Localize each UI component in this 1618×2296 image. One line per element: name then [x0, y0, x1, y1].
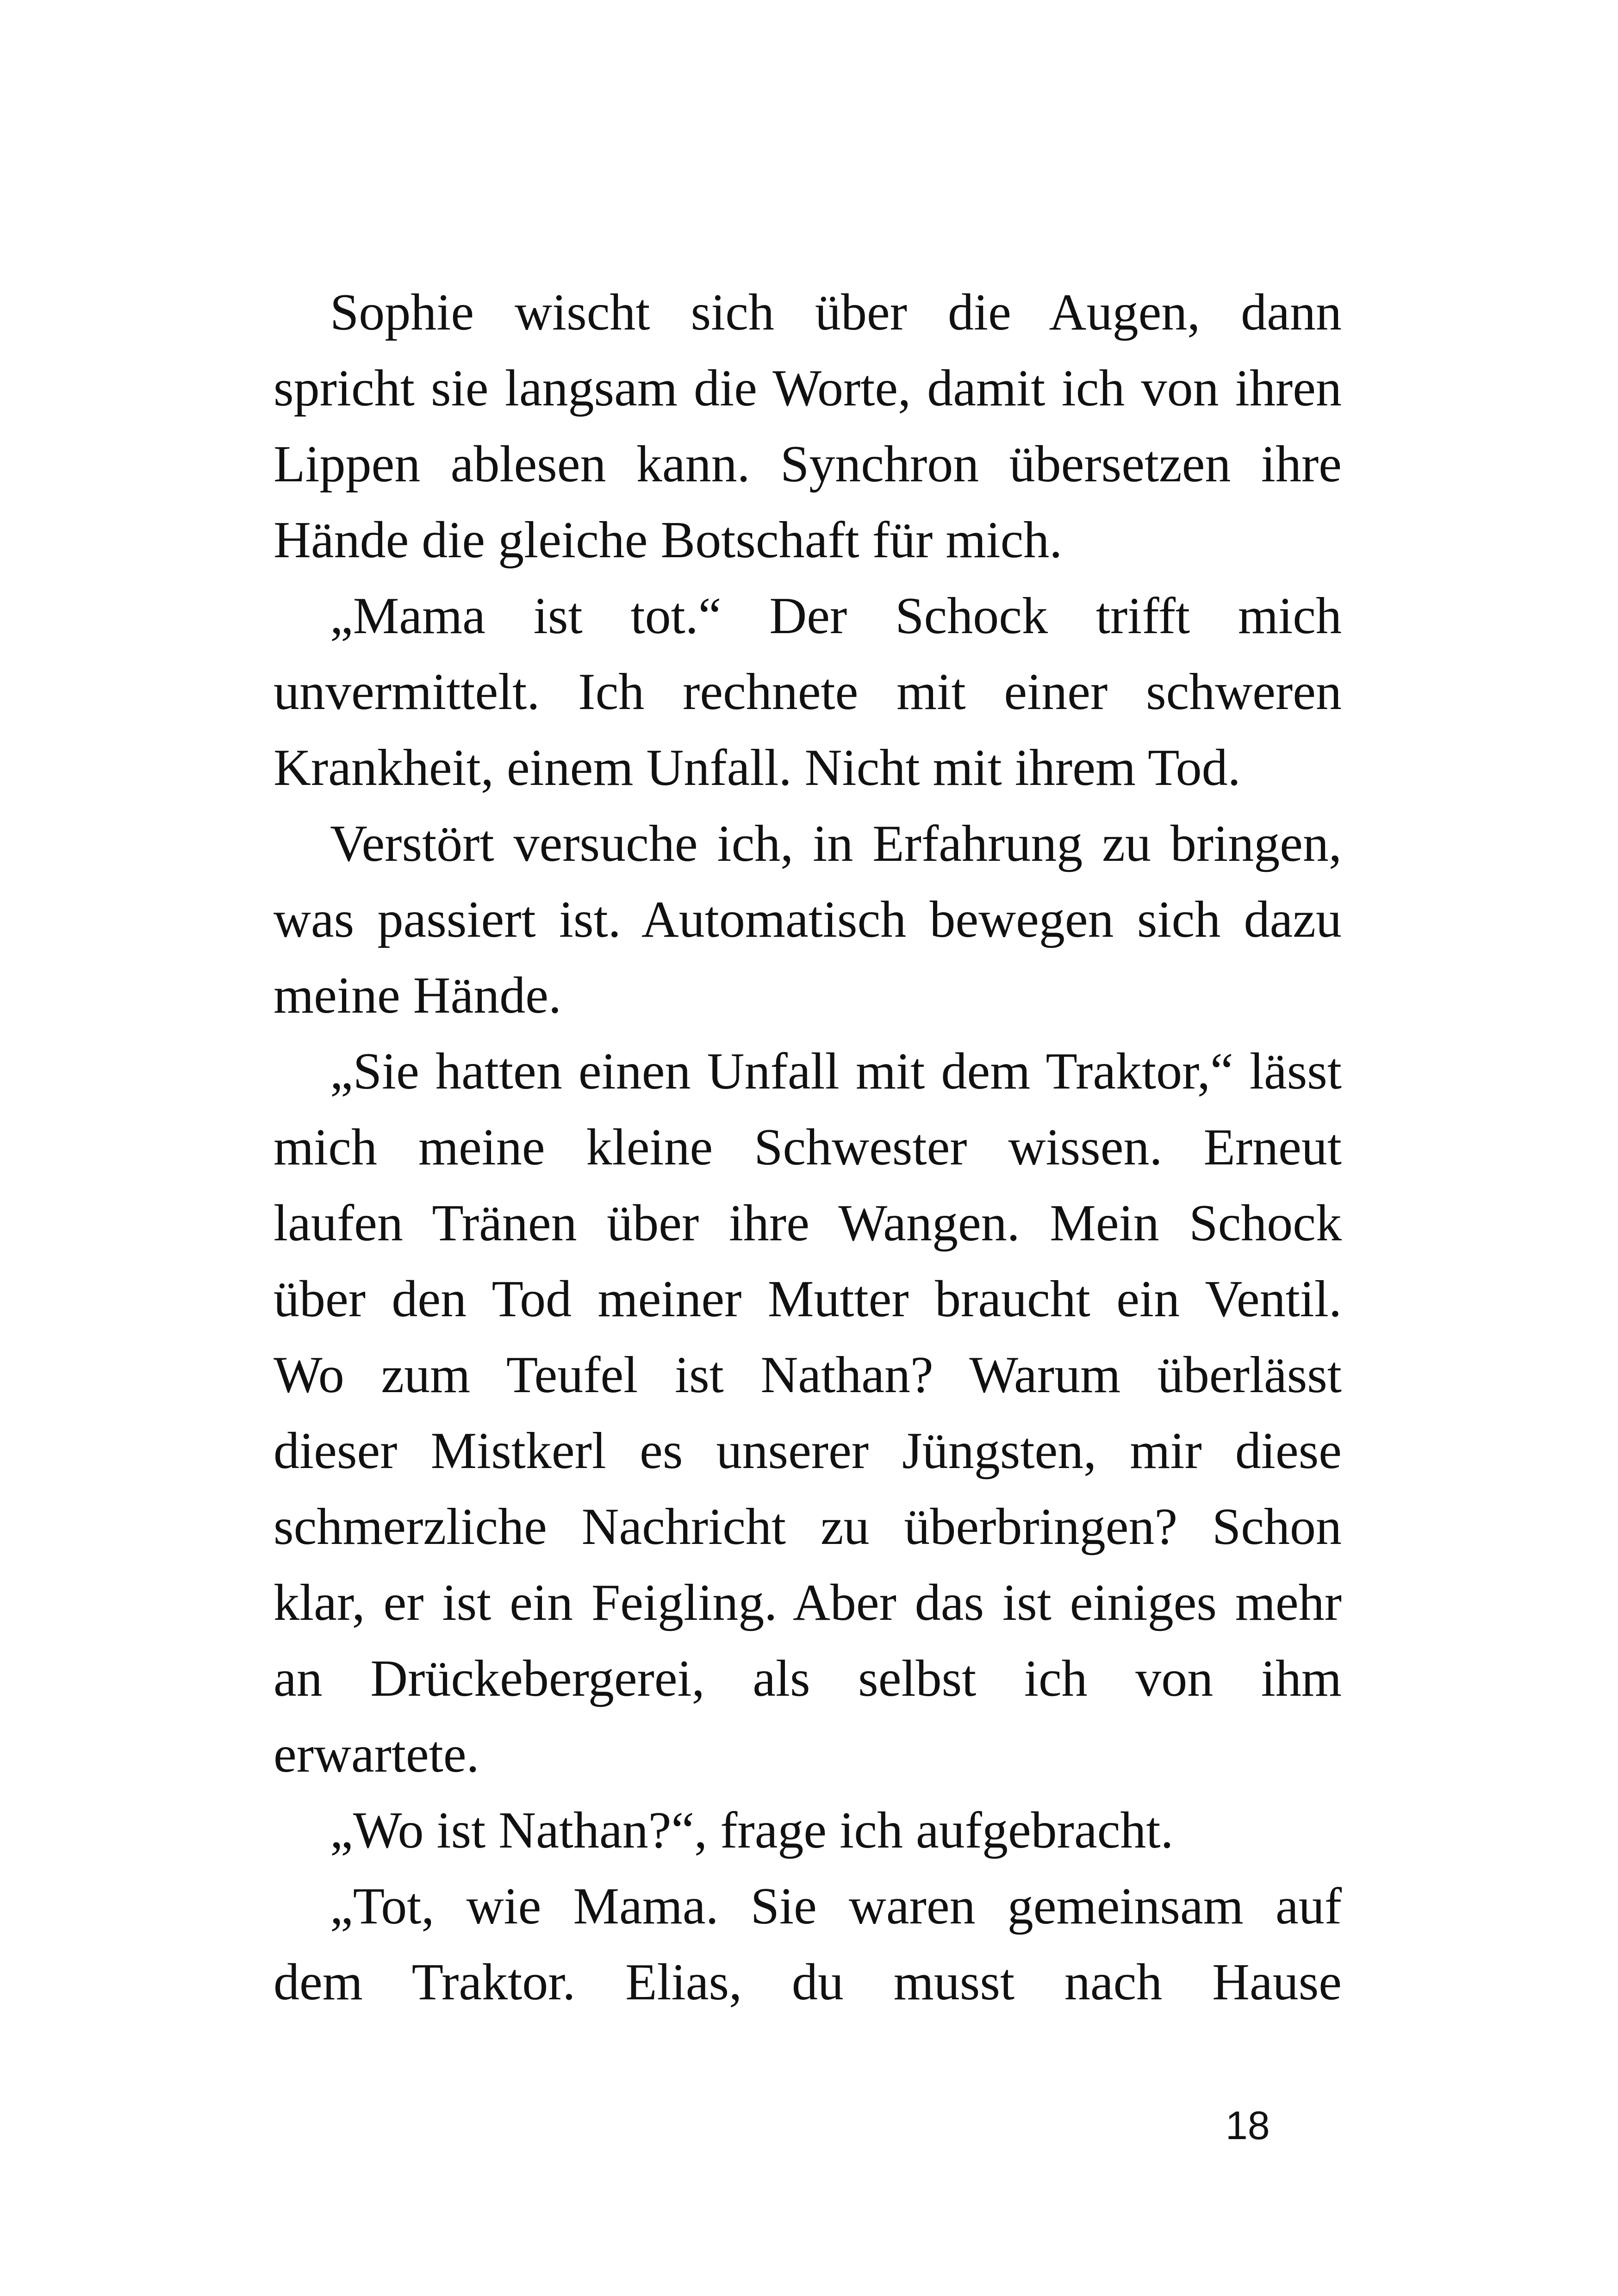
text-line: unvermittelt. Ich rechnete mit einer schweren [274, 663, 1342, 721]
text-line: „Mama ist tot.“ Der Schock trifft mich [330, 587, 1342, 645]
text-line: „Wo ist Nathan?“, frage ich aufgebracht. [330, 1802, 1174, 1859]
paragraph-5 [274, 1792, 1342, 1868]
text-line: „Tot, wie Mama. Sie waren gemeinsam auf [330, 1878, 1342, 1935]
text-line: Lippen ablesen kann. Synchron übersetzen ihre [274, 436, 1342, 493]
text-line: klar, er ist ein Feigling. Aber das ist einiges mehr [274, 1574, 1342, 1631]
text-line: dem Traktor. Elias, du musst nach Hause [274, 1954, 1342, 2011]
text-line: Verstört versuche ich, in Erfahrung zu bringen, [330, 815, 1342, 872]
text-line: über den Tod meiner Mutter braucht ein Ventil. [274, 1270, 1342, 1328]
paragraph-6 [274, 1868, 1342, 2020]
text-line: dieser Mistkerl es unserer Jüngsten, mir diese [274, 1422, 1342, 1480]
text-line: meine Hände. [274, 967, 561, 1024]
text-line: Hände die gleiche Botschaft für mich. [274, 511, 1063, 569]
page-number: 18 [1226, 2103, 1270, 2148]
text-line: erwartete. [274, 1726, 479, 1783]
text-line: „Sie hatten einen Unfall mit dem Traktor,“ lässt [330, 1043, 1342, 1100]
body-text [274, 274, 1342, 2020]
text-line: spricht sie langsam die Worte, damit ich von ihren [274, 360, 1342, 417]
paragraph-4 [274, 1033, 1342, 1792]
text-line: Wo zum Teufel ist Nathan? Warum überlässt [274, 1346, 1342, 1404]
text-line: schmerzliche Nachricht zu überbringen? Schon [274, 1498, 1342, 1556]
text-line: Krankheit, einem Unfall. Nicht mit ihrem Tod. [274, 739, 1241, 796]
text-line: Sophie wischt sich über die Augen, dann [330, 284, 1342, 341]
text-line: mich meine kleine Schwester wissen. Erneut [274, 1119, 1342, 1176]
paragraph-3 [274, 806, 1342, 1033]
text-line: laufen Tränen über ihre Wangen. Mein Schock [274, 1195, 1342, 1252]
text-line: was passiert ist. Automatisch bewegen sich dazu [274, 891, 1342, 948]
paragraph-1 [274, 274, 1342, 578]
text-line: an Drückebergerei, als selbst ich von ihm [274, 1650, 1342, 1707]
paragraph-2 [274, 578, 1342, 806]
